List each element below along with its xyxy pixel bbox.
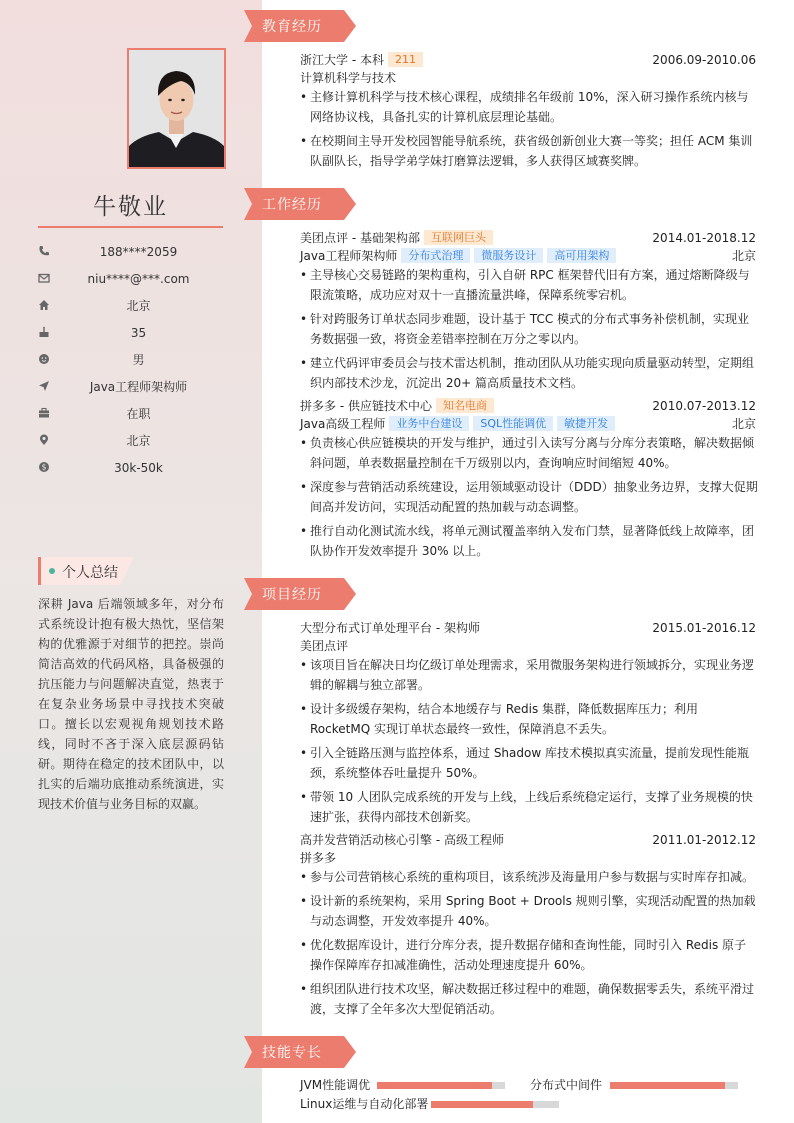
company-tag: 知名电商 — [436, 398, 494, 413]
skill-tag: 敏捷开发 — [557, 416, 615, 431]
job-2-row — [300, 397, 756, 415]
list-item: • 引入全链路压测与监控体系，通过 Shadow 库技术模拟真实流量，提前发现性能瓶颈，系统整体吞吐量提升 50%。 — [300, 743, 758, 783]
job-date: 2014.01-2018.12 — [652, 231, 756, 245]
location-icon — [38, 434, 50, 446]
info-age — [38, 324, 223, 344]
section-education-title: 教育经历 — [262, 19, 322, 35]
skill-bar — [431, 1101, 559, 1108]
education-major: 计算机科学与技术 — [300, 71, 397, 85]
phone-value: 188****2059 — [99, 245, 178, 259]
project-1-bullets — [300, 655, 758, 831]
home-icon — [38, 299, 50, 311]
education-bullets — [300, 87, 758, 175]
position-value: Java工程师架构师 — [89, 380, 188, 394]
salary-value: 30k-50k — [114, 461, 163, 475]
skill-bar — [610, 1082, 738, 1089]
list-item: • 优化数据库设计，进行分库分表，提升数据存储和查询性能，同时引入 Redis 原子操作保障库存扣减准确性，活动处理速度提升 60%。 — [300, 935, 758, 975]
list-item: • 带领 10 人团队完成系统的开发与上线，上线后系统稳定运行，支撑了业务规模的快速扩张，获得内部技术创新奖。 — [300, 787, 758, 827]
skill-tag: 微服务设计 — [474, 248, 543, 263]
list-item: • 参与公司营销核心系统的重构项目，该系统涉及海量用户参与数据与实时库存扣减。 — [300, 867, 758, 887]
project-2-row — [300, 831, 756, 849]
school-name: 浙江大学 - 本科 — [300, 53, 384, 67]
skill-bar — [377, 1082, 505, 1089]
list-item: • 组织团队进行技术攻坚，解决数据迁移过程中的难题，确保数据零丢失，系统平滑过渡，支撑了全年多次大型促销活动。 — [300, 979, 758, 1019]
skill-item — [300, 1096, 562, 1112]
job-role: Java工程师架构师 — [300, 249, 398, 263]
sidebar — [0, 0, 262, 1123]
skill-tag: 业务中台建设 — [389, 416, 469, 431]
section-skills-title: 技能专长 — [262, 1045, 322, 1061]
project-1-row — [300, 619, 756, 637]
cake-icon — [38, 326, 50, 338]
info-position — [38, 378, 223, 398]
skill-tag: 分布式治理 — [401, 248, 470, 263]
list-item: • 该项目旨在解决日均亿级订单处理需求，采用微服务架构进行领域拆分，实现业务逻辑的解耦与独立部署。 — [300, 655, 758, 695]
job-1-row — [300, 229, 756, 247]
location-value: 北京 — [126, 434, 151, 448]
list-item: • 在校期间主导开发校园智能导航系统，获省级创新创业大赛一等奖；担任 ACM 集训队副队长，指导学弟学妹打磨算法逻辑，多人获得区域赛奖牌。 — [300, 131, 758, 171]
section-education-header — [244, 10, 359, 42]
skill-item — [300, 1077, 510, 1093]
skill-name: Linux运维与自动化部署 — [300, 1097, 429, 1111]
info-phone — [38, 243, 223, 263]
candidate-name: 牛敬业 — [93, 194, 168, 220]
summary-text: 深耕 Java 后端领域多年，对分布式系统设计抱有极大热忱，坚信架构的优雅源于对细节的把控。崇尚简洁高效的代码风格，具备极强的抗压能力与问题解决直觉，热衷于在复杂业务场景中寻找技术突破口。擅长以宏观视角规划技术路线，同时不吝于深入底层源码钻研。期待在稳定的技术团队中，以扎实的后端功底推动系统演进，实现技术价值与业务目标的双赢。 — [38, 597, 224, 811]
school-badge: 211 — [388, 52, 423, 67]
skill-name: 分布式中间件 — [530, 1078, 603, 1092]
education-major-row — [300, 69, 756, 87]
skill-bar-fill — [431, 1101, 533, 1108]
status-value: 在职 — [126, 407, 151, 421]
job-city: 北京 — [731, 417, 756, 431]
list-item: • 负责核心供应链模块的开发与维护，通过引入读写分离与分库分表策略，解决数据倾斜问题，单表数据量控制在千万级别以内，查询响应时间缩短 40%。 — [300, 433, 758, 473]
info-gender — [38, 351, 223, 371]
section-work-header — [244, 188, 359, 220]
section-skills-header — [244, 1036, 359, 1068]
project-date: 2011.01-2012.12 — [652, 833, 756, 847]
list-item: • 针对跨服务订单状态同步难题，设计基于 TCC 模式的分布式事务补偿机制，实现业务数据强一致，将资金差错率控制在万分之零以内。 — [300, 309, 758, 349]
job-company: 美团点评 - 基础架构部 — [300, 231, 420, 245]
skill-bar-fill — [377, 1082, 492, 1089]
info-city — [38, 297, 223, 317]
svg-text:$: $ — [41, 462, 47, 472]
name-divider — [38, 226, 223, 228]
skill-name: JVM性能调优 — [300, 1078, 371, 1092]
job-date: 2010.07-2013.12 — [652, 399, 756, 413]
job-2-bullets — [300, 433, 758, 565]
age-value: 35 — [130, 326, 147, 340]
list-item: • 主修计算机科学与技术核心课程，成绩排名年级前 10%，深入研习操作系统内核与网络协议栈，具备扎实的计算机底层理论基础。 — [300, 87, 758, 127]
info-status — [38, 405, 223, 425]
section-work-title: 工作经历 — [262, 197, 322, 213]
section-projects-header — [244, 578, 359, 610]
education-date: 2006.09-2010.06 — [652, 53, 756, 67]
gender-value: 男 — [132, 353, 145, 367]
job-city: 北京 — [731, 249, 756, 263]
project-1-org-row — [300, 637, 756, 655]
project-name: 高并发营销活动核心引擎 - 高级工程师 — [300, 833, 504, 847]
project-org: 美团点评 — [300, 639, 349, 653]
skill-bar-fill — [610, 1082, 725, 1089]
project-2-org-row — [300, 849, 756, 867]
list-item: • 设计新的系统架构，采用 Spring Boot + Drools 规则引擎，实现活动配置的热加载与动态调整，开发效率提升 40%。 — [300, 891, 758, 931]
list-item: • 深度参与营销活动系统建设，运用领域驱动设计（DDD）抽象业务边界，支撑大促期间高并发访问，实现活动配置的热加载与动态调整。 — [300, 477, 758, 517]
list-item: • 建立代码评审委员会与技术雷达机制，推动团队从功能实现向质量驱动转型，定期组织内部技术沙龙，沉淀出 20+ 篇高质量技术文档。 — [300, 353, 758, 393]
email-value: niu****@***.com — [87, 272, 190, 286]
face-icon — [38, 353, 50, 365]
list-item: • 主导核心交易链路的架构重构，引入自研 RPC 框架替代旧有方案，通过熔断降级与限流策略，成功应对双十一直播流量洪峰，保障系统零宕机。 — [300, 265, 758, 305]
project-date: 2015.01-2016.12 — [652, 621, 756, 635]
briefcase-icon — [38, 407, 50, 419]
list-item: • 设计多级缓存架构，结合本地缓存与 Redis 集群，降低数据库压力；利用 RocketMQ 实现订单状态最终一致性，保障消息不丢失。 — [300, 699, 758, 739]
company-tag: 互联网巨头 — [424, 230, 493, 245]
money-icon — [38, 461, 50, 473]
email-icon — [38, 272, 50, 284]
skill-tag: 高可用架构 — [547, 248, 616, 263]
send-icon — [38, 380, 50, 392]
job-company: 拼多多 - 供应链技术中心 — [300, 399, 432, 413]
job-role: Java高级工程师 — [300, 417, 386, 431]
list-item: • 推行自动化测试流水线，将单元测试覆盖率纳入发布门禁，显著降低线上故障率，团队协作开发效率提升 30% 以上。 — [300, 521, 758, 561]
job-1-role-row — [300, 247, 756, 265]
project-org: 拼多多 — [300, 851, 337, 865]
project-name: 大型分布式订单处理平台 - 架构师 — [300, 621, 480, 635]
phone-icon — [38, 245, 50, 257]
summary-heading — [38, 557, 134, 585]
section-projects-title: 项目经历 — [262, 587, 322, 603]
info-salary — [38, 459, 223, 479]
project-2-bullets — [300, 867, 758, 1023]
profile-photo — [127, 48, 226, 169]
city-value: 北京 — [126, 299, 151, 313]
skill-item — [530, 1077, 745, 1093]
job-1-bullets — [300, 265, 758, 397]
summary-title: 个人总结 — [62, 565, 118, 581]
job-2-role-row — [300, 415, 756, 433]
info-email — [38, 270, 223, 290]
education-row — [300, 51, 756, 69]
info-location — [38, 432, 223, 452]
summary-dot-icon — [49, 568, 55, 574]
skill-tag: SQL性能调优 — [473, 416, 553, 431]
